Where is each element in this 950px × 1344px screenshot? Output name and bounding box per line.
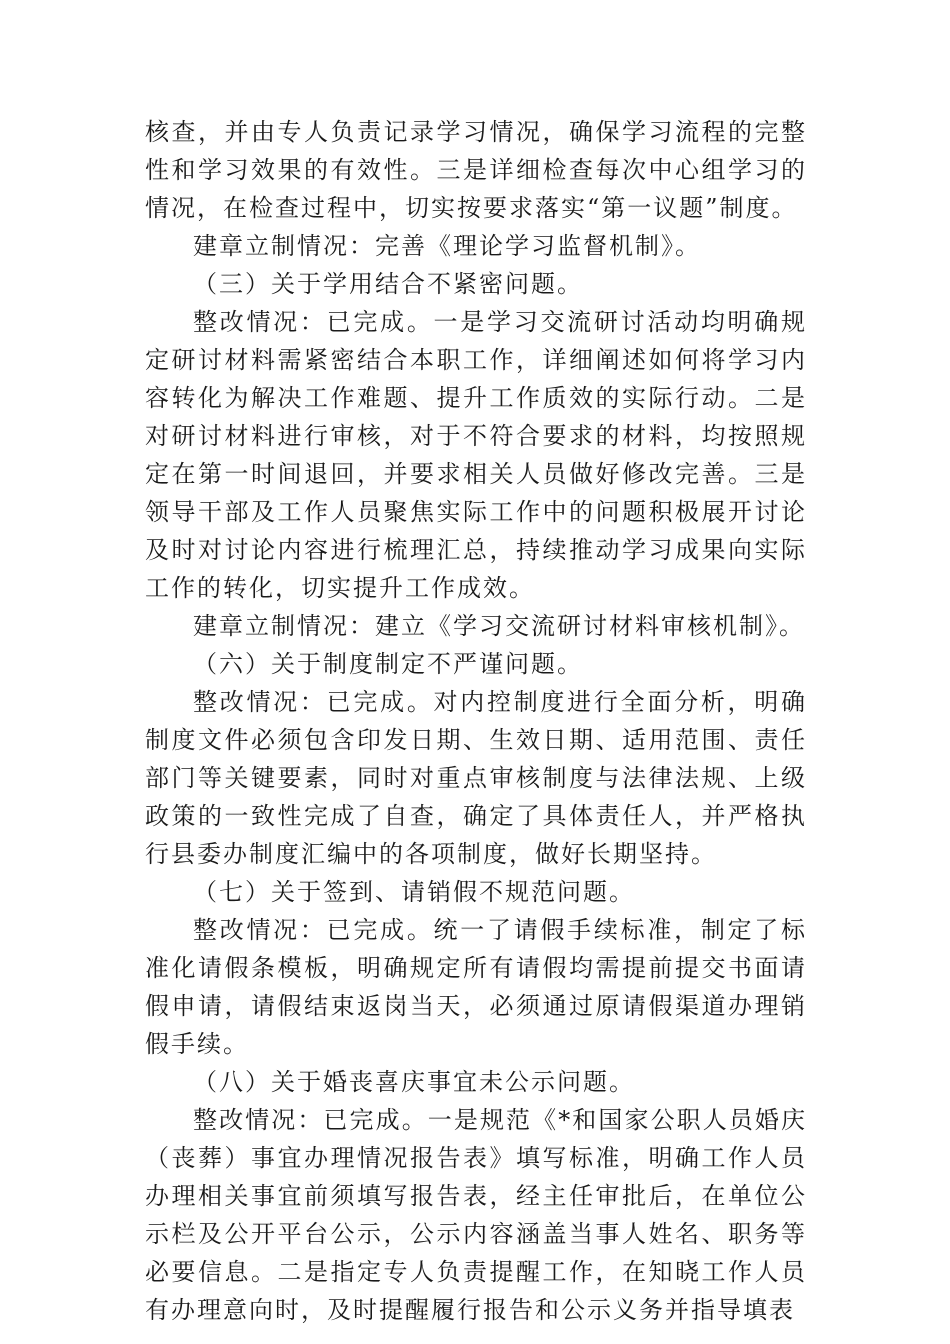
section-heading-8: （八）关于婚丧喜庆事宜未公示问题。 [193, 1068, 635, 1096]
section-heading-6: （六）关于制度制定不严谨问题。 [193, 650, 583, 678]
section-heading-7: （七）关于签到、请销假不规范问题。 [193, 878, 635, 906]
rectification-paragraph: 整改情况：已完成。一是学习交流研讨活动均明确规定研讨材料需紧密结合本职工作，详细阐述如何将学习内容转化为解决工作难题、提升工作质效的实际行动。二是对研讨材料进行审核，对于不符合要求的材料，均按照规定在第一时间退回，并要求相关人员做好修改完善。三是领导干部及工作人员聚焦实际工作中的问题积极展开讨论及时对讨论内容进行梳理汇总，持续推动学习成果向实际工作的转化，切实提升工作成效。 [145, 308, 807, 602]
rectification-paragraph: 整改情况：已完成。一是规范《*和国家公职人员婚庆（丧葬）事宜办理情况报告表》填写标准，明确工作人员办理相关事宜前须填写报告表，经主任审批后，在单位公示栏及公开平台公示，公示内容涵盖当事人姓名、职务等必要信息。二是指定专人负责提醒工作，在知晓工作人员有办理意向时，及时提醒履行报告和公示义务并指导填表 [145, 1106, 807, 1324]
document-page [145, 113, 807, 1329]
rule-building-paragraph: 建章立制情况：完善《理论学习监督机制》。 [193, 232, 701, 260]
section-heading-3: （三）关于学用结合不紧密问题。 [193, 270, 583, 298]
rectification-paragraph: 整改情况：已完成。对内控制度进行全面分析，明确制度文件必须包含印发日期、生效日期、适用范围、责任部门等关键要素，同时对重点审核制度与法律法规、上级政策的一致性完成了自查，确定了具体责任人，并严格执行县委办制度汇编中的各项制度，做好长期坚持。 [145, 688, 807, 868]
rule-building-paragraph: 建章立制情况：建立《学习交流研讨材料审核机制》。 [193, 612, 805, 640]
continuation-paragraph: 核查，并由专人负责记录学习情况，确保学习流程的完整性和学习效果的有效性。三是详细检查每次中心组学习的情况，在检查过程中，切实按要求落实“第一议题”制度。 [145, 118, 807, 222]
rectification-paragraph: 整改情况：已完成。统一了请假手续标准，制定了标准化请假条模板，明确规定所有请假均需提前提交书面请假申请，请假结束返岗当天，必须通过原请假渠道办理销假手续。 [145, 916, 807, 1058]
